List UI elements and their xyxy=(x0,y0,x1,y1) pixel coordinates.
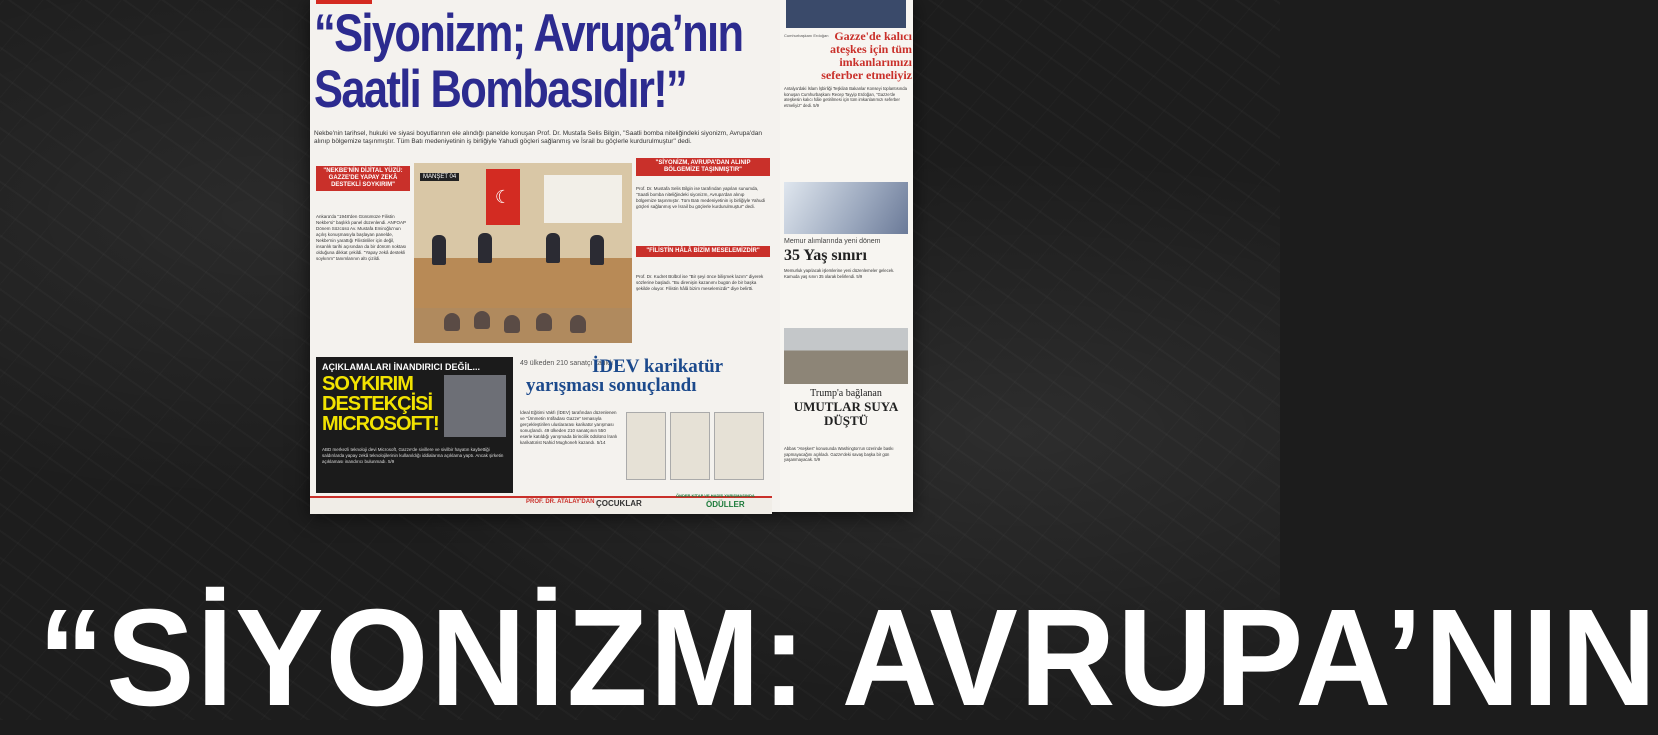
headline-line-1: “Siyonizm; Avrupa’nın xyxy=(314,4,743,63)
left-section-label: "NEKBE'NİN DİJİTAL YÜZÜ: GAZZE'DE YAPAY ZEKÂ DESTEKLİ SOYKIRIM" xyxy=(316,166,410,191)
right-section-body-1: Prof. Dr. Mustafa Selis Bilgin ise tarafından yapılan sunumda, "Saatli bomba niteliğindeki siyonizm, Avrupa'dan alınıp bölgemize taşınmıştır. Tüm Batı medeniyetinin iş birliğiyle Yahudi göçleri sağlanmış ve İsrail bu göçlerle kurdurulmuştur" dedi. xyxy=(636,186,766,209)
panel-photo xyxy=(414,163,632,343)
cartoon-image xyxy=(714,412,764,480)
audience-figure xyxy=(536,313,552,331)
footer-mid: ÇOCUKLAR xyxy=(596,499,642,508)
audience-figure xyxy=(444,313,460,331)
idev-title-line-1: İDEV karikatür xyxy=(592,356,724,377)
audience-figure xyxy=(570,315,586,333)
turkish-flag-icon: ☾ xyxy=(486,169,520,225)
audience-figure xyxy=(474,311,490,329)
footer-left: PROF. DR. ATALAY'DAN xyxy=(526,499,595,505)
speaker-figure xyxy=(432,235,446,265)
memur-subtitle: Memur alımlarında yeni dönem xyxy=(784,238,881,245)
sidebar-headline: Gazze'de kalıcı ateşkes için tüm imkanlarımızı seferber etmeliyiz xyxy=(821,29,912,82)
idev-title-line-2: yarışması sonuçlandı xyxy=(526,375,697,396)
trump-body: Abbas "Ateşkes" konusunda Washington'un üzerinde baskı yapmayacağını açıkladı. Gazze'deki savaş başka bir gün yaşanmayacak. 5/9 xyxy=(784,446,894,462)
photo-stage xyxy=(414,258,632,308)
microsoft-title: SOYKIRIM DESTEKÇİSİ MICROSOFT! xyxy=(322,373,439,435)
sidebar-kicker: Cumhurbaşkanı Erdoğan xyxy=(784,33,829,38)
photo-tag: MANŞET 04 xyxy=(420,173,459,181)
bottom-overlay-title: “SİYONİZM: AVRUPA’NIN xyxy=(38,581,1658,735)
main-headline xyxy=(314,4,743,119)
sidebar-office-image xyxy=(784,182,908,234)
cartoon-image xyxy=(626,412,666,480)
memur-body: Memurluk yapılacak işlemlerine yeni düzenlemeler gelecek. Kamuda yaş sınırı 35 olarak belirlendi. 5/9 xyxy=(784,268,895,279)
left-section-body: Ankara'da "1948'den Günümüze Filistin Nekbe'si" başlıklı panel düzenlendi. ANFOAP Dönem Sözcüsü Av. Mustafa Emiroğlu'nun açılış konuşmasıyla başlayan panelde, Nekbe'nin yarattığı Filistinliler için değil, insanlık tarihi açısından da bir dönüm noktası olduğuna dikkat çekildi. "Yapay zekâ destekli soykırım" tanımlarının altı çizildi. xyxy=(316,214,407,261)
idev-body: İdeal Eğitimi Vakfı (İDEV) tarafından düzenlenen ve "Ümmetin Intifadası Gazze" temasıyla gerçekleştirilen uluslararası karikatür yarışması sonuçlandı. 49 ülkeden 210 sanatçının 550 eserle katıldığı yarışmada birincilik ödülünü İranlı karikatürist Nahid Mughoneh kazandı. 5/14 xyxy=(520,410,618,445)
audience-figure xyxy=(504,315,520,333)
trump-line: Trump'a bağlanan xyxy=(810,388,882,399)
idev-kicker: 49 ülkeden 210 sanatçı katıldı xyxy=(520,360,614,367)
speaker-figure xyxy=(478,233,492,263)
microsoft-building-image xyxy=(444,375,506,437)
sidebar-top-image xyxy=(786,0,906,28)
sidebar-gaza-image xyxy=(784,328,908,384)
umutlar-title: UMUTLAR SUYA DÜŞTÜ xyxy=(793,399,899,428)
headline-line-2: Saatli Bombasıdır!” xyxy=(314,60,687,119)
main-column xyxy=(310,0,772,512)
footer-right: ÖDÜLLER xyxy=(706,500,745,509)
photo-screen xyxy=(544,175,622,223)
right-section-body-2: Prof. Dr. Kudret Bülbül ise "Bir şeyi önce bilişmek lazım" diyerek sözlerine başladı. "Bu direnişin kazanımı bugün de bir başka şekilde oluyor. Filistin hâlâ bizim meselemizdir" diye belirtti. xyxy=(636,274,764,291)
microsoft-kicker: AÇIKLAMALARI İNANDIRICI DEĞİL... xyxy=(322,362,480,372)
speaker-figure xyxy=(546,233,560,263)
microsoft-body: ABD merkezli teknoloji devi Microsoft, Gazze'de sivillere ve sivilbir hayatın kaybettiği saldırılarda yapay zekâ teknolojilerinin kullanıldığı iddialarına açıklama yaptı. Ancak şirketin açıklaması inandırıcı bulunmadı. 5/9 xyxy=(322,447,504,464)
footer-right-kicker: ÖNDER KİTAP VE HADİS YARIŞMASINDA xyxy=(676,493,755,498)
newspaper-page xyxy=(310,0,913,512)
right-section-label-1: "SİYONİZM, AVRUPA'DAN ALINIP BÖLGEMİZE TAŞINMIŞTIR" xyxy=(636,158,770,176)
right-section-label-2: "FİLİSTİN HÂLÂ BİZİM MESELEMİZDİR" xyxy=(636,246,770,257)
microsoft-story xyxy=(316,357,513,493)
sidebar-body: Antalya'daki İslam İşbirliği Teşkilatı Bakanlar Konseyi toplantısında konuşan Cumhurbaşkanı Recep Tayyip Erdoğan, "Gazze'de ateşkesin kalıcı hâle getirilmesi için tüm imkanlarımızı seferber etmeliyiz" dedi. 5/9 xyxy=(784,86,907,108)
speaker-figure xyxy=(590,235,604,265)
memur-title: 35 Yaş sınırı xyxy=(784,247,867,264)
sidebar-column xyxy=(780,0,913,512)
cartoon-image xyxy=(670,412,710,480)
headline-subtext: Nekbe'nin tarihsel, hukuki ve siyasi boyutlarının ele alındığı panelde konuşan Prof. Dr. Mustafa Selis Bilgin, "Saatli bomba niteliğindeki siyonizm, Avrupa'dan alınıp bölgemize taşınmıştır. Tüm Batı medeniyetinin iş birliğiyle Yahudi göçleri sağlanmış ve İsrail bu göçlerle kurdurulmuştur" dedi. xyxy=(314,130,763,145)
